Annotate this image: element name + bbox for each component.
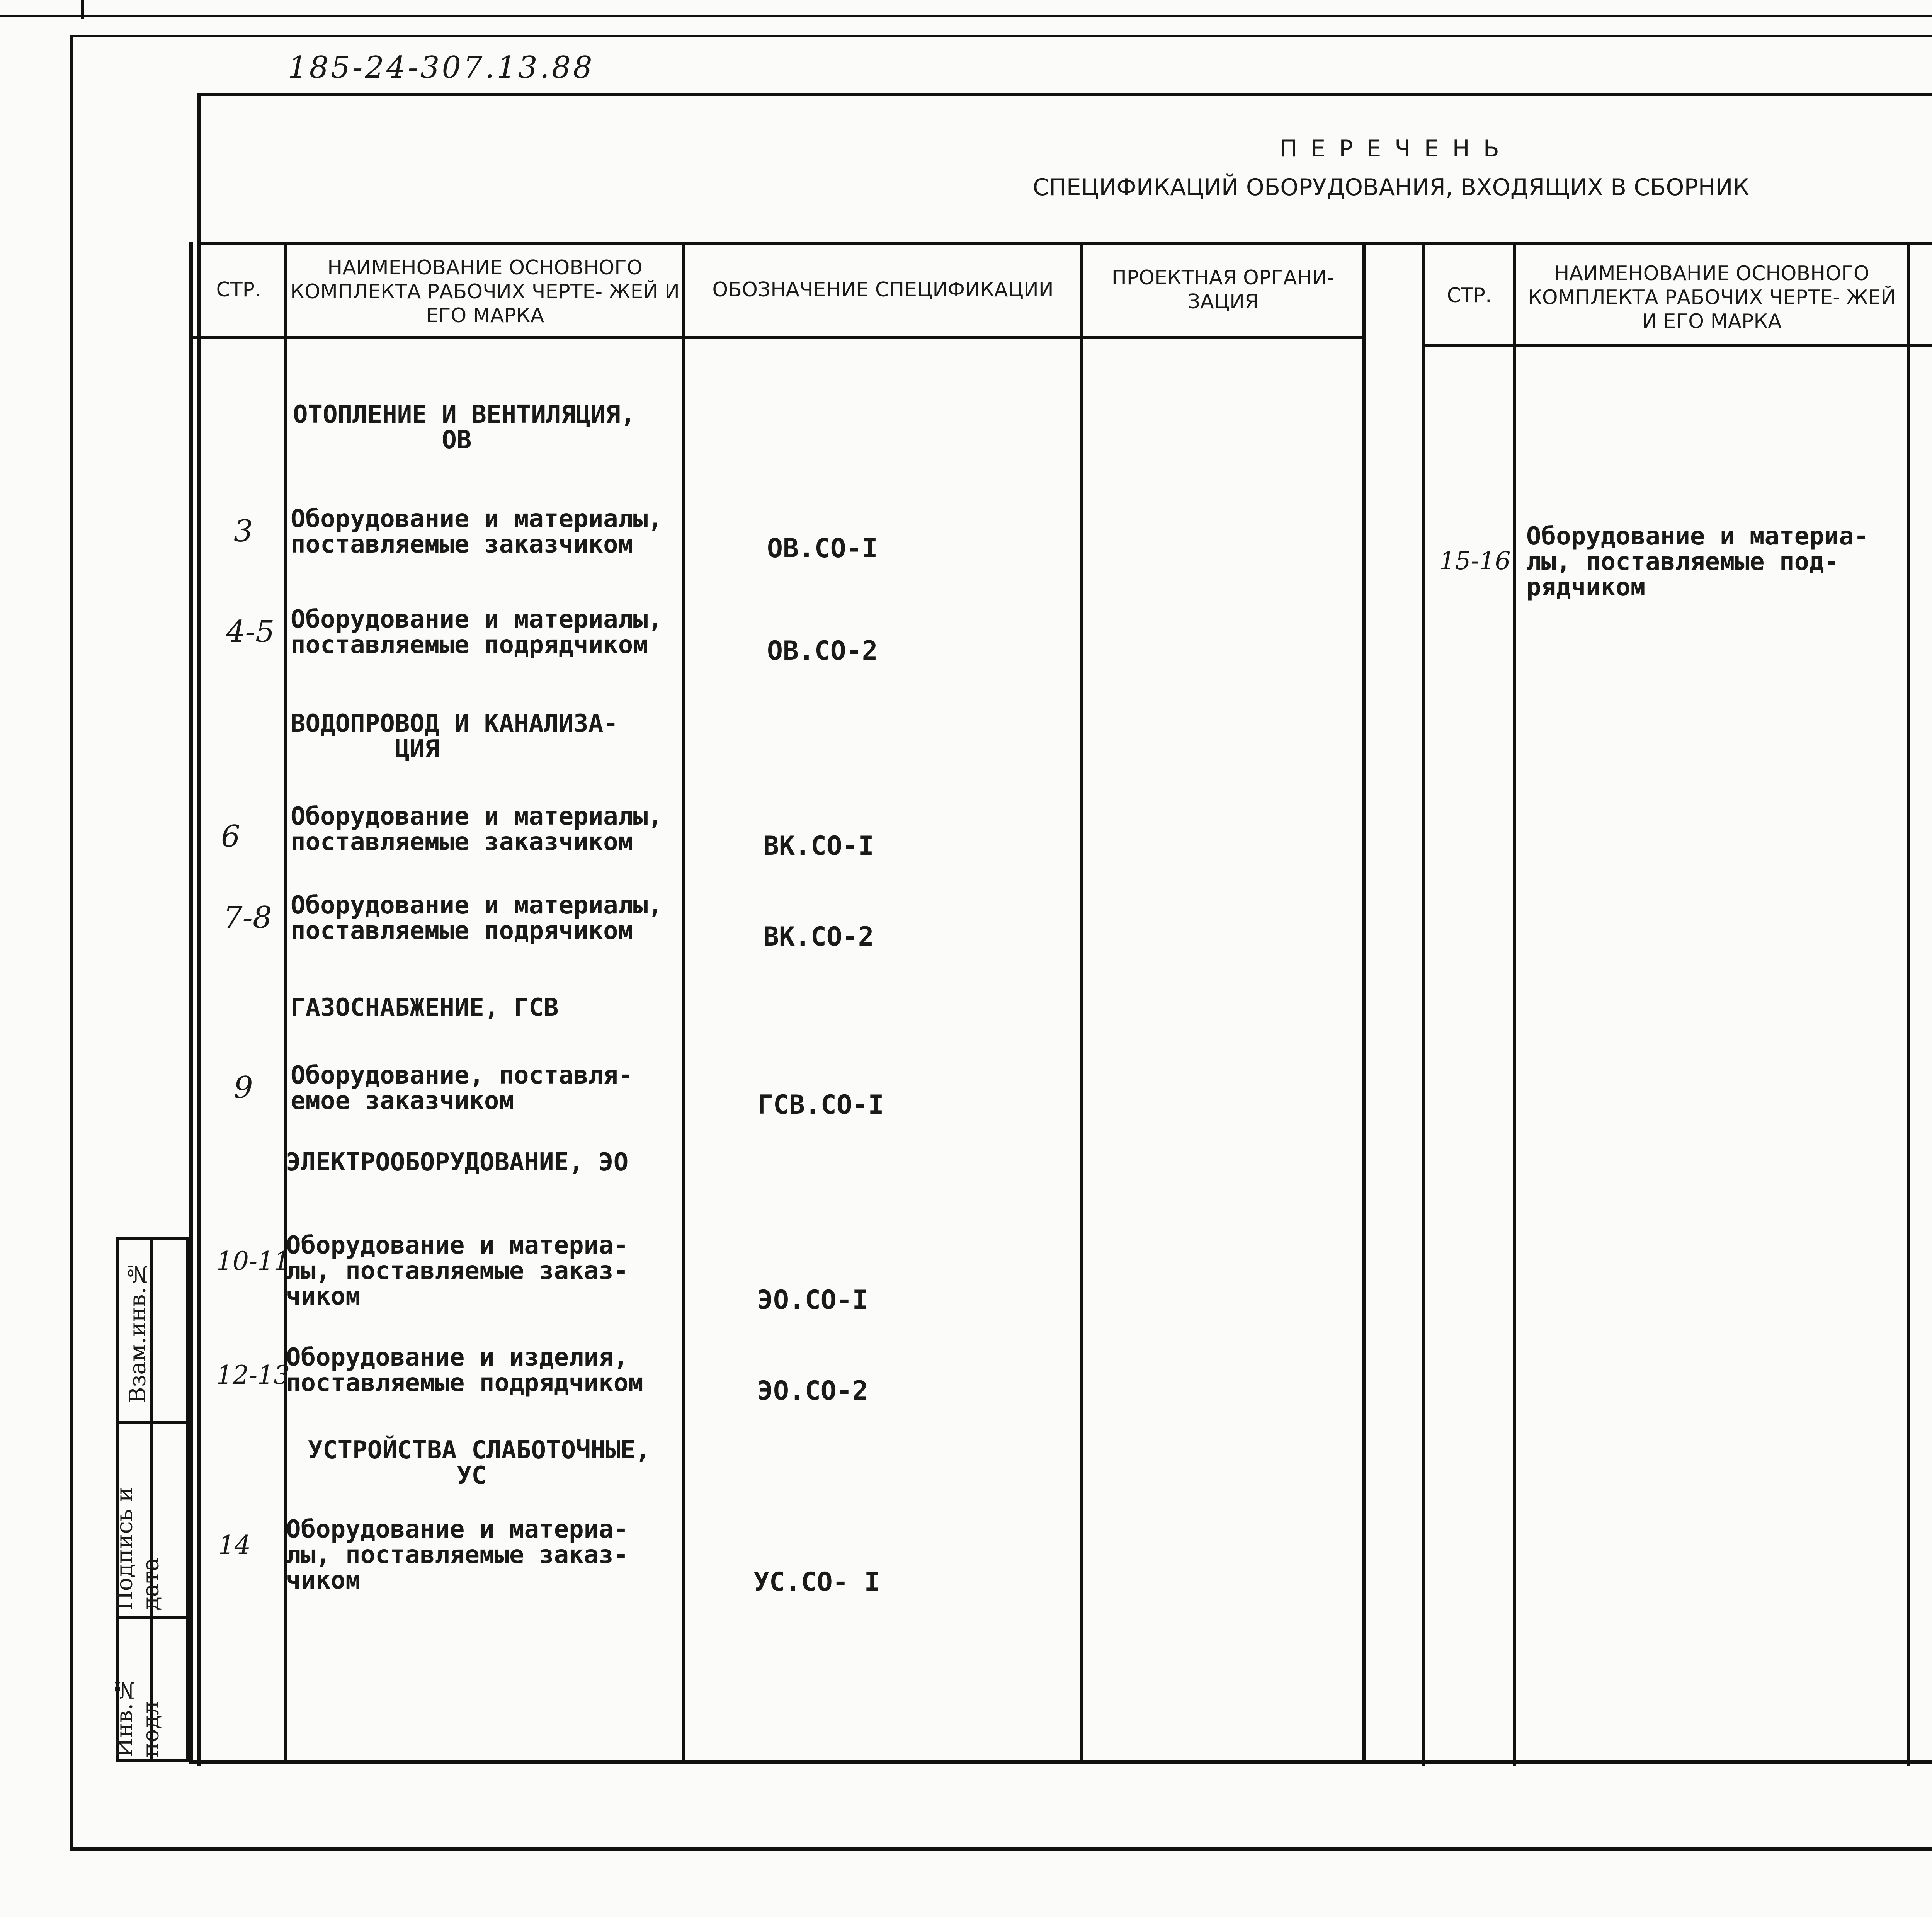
left-row-12-page: 14 [218,1530,251,1560]
left-row-10-page: 12-13 [216,1360,290,1390]
left-row-1-code: ОВ.СО-I [767,533,878,564]
left-row-5-name: Оборудование и материалы, поставляемые подрячиком [291,891,663,945]
left-row-5-page: 7-8 [223,900,272,935]
left-row-3-name: ВОДОПРОВОД И КАНАЛИЗА- ЦИЯ [291,709,618,764]
left-header-name: НАИМЕНОВАНИЕ ОСНОВНОГО КОМПЛЕКТА РАБОЧИХ ЧЕРТЕ- ЖЕЙ И ЕГО МАРКА [290,256,680,327]
stamp-podpis-data: Подпись и дата [111,1487,164,1611]
right-col-divider-2 [1907,245,1910,1766]
left-row-9-code: ЭО.СО-I [757,1285,868,1315]
right-header-name: НАИМЕНОВАНИЕ ОСНОВНОГО КОМПЛЕКТА РАБОЧИХ ЧЕРТЕ- ЖЕЙ И ЕГО МАРКА [1527,262,1896,333]
right-header-str: СТР. [1447,284,1492,307]
right-header-spec [1911,251,1932,340]
left-row-9-name: Оборудование и материа- лы, поставляемые заказ- чиком [286,1231,629,1311]
right-row-0-page: 15-16 [1439,547,1511,575]
right-row-0-name: Оборудование и материа- лы, поставляемые под- рядчиком [1526,522,1869,602]
left-row-4-code: ВК.СО-I [763,831,874,861]
left-row-7-name: Оборудование, поставля- емое заказчиком [291,1061,633,1115]
left-row-5-code: ВК.СО-2 [763,922,874,952]
left-table-border-right [1362,242,1366,1762]
left-row-6-name: ГАЗОСНАБЖЕНИЕ, ГСВ [291,993,559,1022]
left-row-4-page: 6 [221,819,240,854]
page-title: П Е Р Е Ч Е Н Ь [1280,135,1502,162]
left-col-divider-2 [682,242,685,1762]
left-row-9-page: 10-11 [216,1246,290,1276]
doc-code: 185-24-307.13.88 [288,50,595,85]
left-row-12-code: УС.СО- I [753,1567,880,1597]
page-subtitle: СПЕЦИФИКАЦИЙ ОБОРУДОВАНИЯ, ВХОДЯЩИХ В СБОРНИК [1032,174,1750,201]
right-table-border-left [1422,245,1425,1766]
left-row-0-name: ОТОПЛЕНИЕ И ВЕНТИЛЯЦИЯ, ОВ [293,400,636,454]
right-col-divider-1 [1513,245,1516,1766]
left-row-10-code: ЭО.СО-2 [757,1376,868,1406]
title-divider [197,242,1932,245]
left-row-2-name: Оборудование и материалы, поставляемые подрядчиком [291,605,663,659]
left-row-2-page: 4-5 [226,614,275,649]
left-row-8-name: ЭЛЕКТРООБОРУДОВАНИЕ, ЭО [286,1148,629,1177]
stamp-inv-podl: Инв.№ подл [111,1677,164,1757]
left-col-divider-3 [1080,242,1083,1762]
left-header-str: СТР. [216,278,261,301]
left-row-1-name: Оборудование и материалы, поставляемые заказчиком [291,505,663,559]
left-row-2-code: ОВ.СО-2 [767,636,878,666]
frame-left-tick [81,0,84,19]
left-header-divider [189,336,1366,339]
left-row-12-name: Оборудование и материа- лы, поставляемые заказ- чиком [286,1515,629,1595]
left-row-10-name: Оборудование и изделия, поставляемые подрядчиком [286,1343,643,1397]
frame-top-edge [0,15,1932,17]
side-stamp [111,1237,189,1762]
left-row-4-name: Оборудование и материалы, поставляемые заказчиком [291,802,663,856]
table-bottom-line [189,1760,1932,1764]
right-header-divider [1422,344,1932,347]
left-row-1-page: 3 [234,514,253,549]
left-header-spec: ОБОЗНАЧЕНИЕ СПЕЦИФИКАЦИИ [712,278,1054,301]
left-row-7-code: ГСВ.СО-I [757,1090,884,1120]
left-header-org: ПРОЕКТНАЯ ОРГАНИ- ЗАЦИЯ [1111,266,1335,313]
stamp-vzam-inv: Взам.инв.№ [124,1261,151,1404]
left-row-7-page: 9 [234,1070,253,1105]
left-table-border-left [189,242,193,1762]
left-row-11-name: УСТРОЙСТВА СЛАБОТОЧНЫЕ, УС [308,1436,650,1490]
